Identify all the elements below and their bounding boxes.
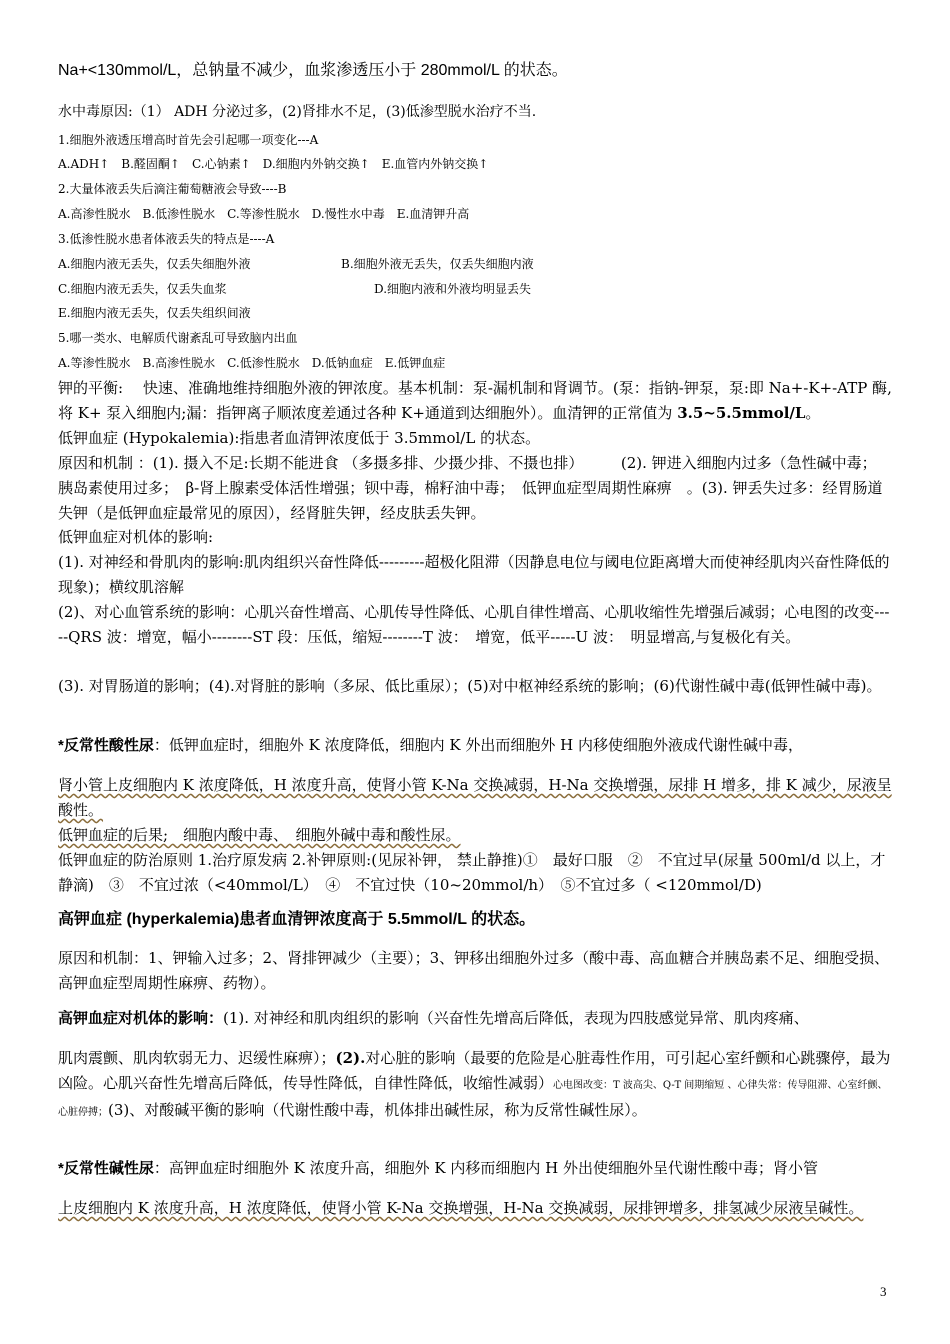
paradoxical-alkaline-urine <box>58 1156 892 1181</box>
q2-option-e: E.血清钾升高 <box>396 207 470 221</box>
quiz-q1: 1.细胞外液透压增高时首先会引起哪一项变化---A <box>58 133 319 147</box>
potassium-balance-text: 钾的平衡: 快速、准确地维持细胞外液的钾浓度。基本机制：泵-漏机制和肾调节。(泵：指钠-钾泵，泵:即 Na+-K+-ATP 酶,将 K+ 泵入细胞内;漏：指钾离子顺浓度差通过各种 K+通道到达细胞外）。血清钾的正常值为 <box>58 379 892 422</box>
hypokalemia-effect-1: (1). 对神经和骨肌肉的影响:肌肉组织兴奋性降低---------超极化阻滞（因静息电位与阈电位距离增大而使神经肌肉兴奋性降低的现象)；横纹肌溶解 <box>58 553 890 596</box>
q3-option-e: E.细胞内液无丢失，仅丢失组织间液 <box>58 306 251 320</box>
paradoxical-alkaline-line1: ：高钾血症时细胞外 K 浓度升高，细胞外 K 内移而细胞内 H 外出使细胞外呈代谢性酸中毒；肾小管 <box>153 1159 818 1177</box>
hypokalemia-causes: 原因和机制 ：(1). 摄入不足:长期不能进食 （多摄多排、少摄少排、不摄也排） (2). 钾进入细胞内过多（急性碱中毒； 胰岛素使用过多； β-肾上腺素受体活性增强；钡中毒，棉籽油中毒； 低钾血症型周期性麻痹 。(3). 钾丢失过多：经胃肠道失钾（是低钾血症最常见的原因），经肾脏失钾，经皮肤丢失钾。 <box>58 454 885 522</box>
q5-option-d: D.低钠血症 <box>311 356 373 370</box>
hypokalemia-effect-3: (3). 对胃肠道的影响；(4).对肾脏的影响（多尿、低比重尿）；(5)对中枢神经系统的影响；(6)代谢性碱中毒(低钾性碱中毒)。 <box>58 677 882 695</box>
q2-option-b: B.低渗性脱水 <box>142 207 216 221</box>
q3-option-d: D.细胞内液和外液均明显丢失 <box>374 282 532 296</box>
hypokalemia-definition: 低钾血症 (Hypokalemia):指患者血清钾浓度低于 3.5mmol/L 的状态。 <box>58 429 541 447</box>
quiz-q5-options <box>58 351 892 375</box>
q5-option-e: E.低钾血症 <box>384 356 446 370</box>
hyperkalemia-ecg-note: 心电图改变：T 波高尖、Q-T 间期缩短 、心律失常：传导阻滞、心室纤颤、心脏停搏； <box>58 1080 888 1118</box>
paradoxical-aciduria-line1: ：低钾血症时，细胞外 K 浓度降低，细胞内 K 外出而细胞外 H 内移使细胞外液成代谢性碱中毒， <box>153 736 803 754</box>
water-intoxication-cause: 水中毒原因:（1） ADH 分泌过多，(2)肾排水不足，(3)低渗型脱水治疗不当. <box>58 104 537 120</box>
hyperkalemia-definition: 高钾血症 (hyperkalemia)患者血清钾浓度高于 5.5mmol/L 的状态。 <box>58 911 536 928</box>
potassium-balance <box>58 376 892 426</box>
hyperkalemia-effect-1: (1). 对神经和肌肉组织的影响（兴奋性先增高后降低，表现为四肢感觉异常、肌肉疼痛、 <box>223 1009 809 1027</box>
hyperkalemia-effects-cont <box>58 1046 892 1125</box>
hypokalemia-consequence: 低钾血症的后果; 细胞内酸中毒、 细胞外碱中毒和酸性尿。 <box>58 826 461 844</box>
paradoxical-aciduria-title: *反常性酸性尿 <box>58 737 154 754</box>
quiz-q3-options-ab <box>58 252 892 276</box>
hyperkalemia-causes: 原因和机制：1、钾输入过多；2、肾排钾减少（主要）；3、钾移出细胞外过多（酸中毒、高血糖合并胰岛素不足、细胞受损、高钾血症型周期性麻痹、药物）。 <box>58 949 890 992</box>
hypokalemia-effects-title: 低钾血症对机体的影响: <box>58 528 214 546</box>
q3-option-b: B.细胞外液无丢失，仅丢失细胞内液 <box>341 257 534 271</box>
q1-option-c: C.心钠素↑ <box>192 157 251 171</box>
page-number: 3 <box>880 1284 887 1299</box>
paradoxical-aciduria <box>58 733 892 758</box>
hypokalemia-treatment: 低钾血症的防治原则 1.治疗原发病 2.补钾原则:(见尿补钾， 禁止静推)① 最好口服 ② 不宜过早(尿量 500ml/d 以上，才静滴) ③ 不宜过浓（<40mmol/L） ④ 不宜过快（10~20mmol/h） ⑤不宜过多（ <120mmol/D) <box>58 851 886 894</box>
paradoxical-aciduria-line2: 肾小管上皮细胞内 K 浓度降低，H 浓度升高，使肾小管 K-Na 交换减弱，H-Na 交换增强，尿排 H 增多，排 K 减少，尿液呈酸性。 <box>58 776 892 819</box>
q2-option-d: D.慢性水中毒 <box>311 207 385 221</box>
q1-option-a: A.ADH↑ <box>58 157 110 171</box>
q2-option-a: A.高渗性脱水 <box>58 207 131 221</box>
hyperkalemia-effect-2: 对心脏的影响（最要的危险是心脏毒性作用，可引起心室纤颤和心跳骤停，最为凶险。心肌兴奋性先增高后降低，传导性降低，自律性降低，收缩性减弱） <box>58 1049 891 1092</box>
hyperkalemia-effects-title: 高钾血症对机体的影响： <box>58 1010 224 1027</box>
paradoxical-alkaline-line2: 上皮细胞内 K 浓度升高，H 浓度降低，使肾小管 K-Na 交换增强，H-Na 交换减弱，尿排钾增多，排氢减少尿液呈碱性。 <box>58 1199 864 1217</box>
quiz-q3: 3.低渗性脱水患者体液丢失的特点是----A <box>58 232 275 246</box>
q1-option-d: D.细胞内外钠交换↑ <box>262 157 370 171</box>
q2-option-c: C.等渗性脱水 <box>227 207 300 221</box>
q3-option-c: C.细胞内液无丢失，仅丢失血浆 <box>58 282 227 296</box>
quiz-q3-options-cd <box>58 277 892 301</box>
q1-option-b: B.醛固酮↑ <box>121 157 180 171</box>
q5-option-c: C.低渗性脱水 <box>227 356 300 370</box>
top-line: Na+<130mmol/L，总钠量不减少，血浆渗透压小于 280mmol/L 的状态。 <box>58 62 568 79</box>
q3-option-a: A.细胞内液无丢失，仅丢失细胞外液 <box>58 257 251 271</box>
hyperkalemia-effect-1-cont: 肌肉震颤、肌肉软弱无力、迟缓性麻痹）； <box>58 1049 336 1067</box>
q1-option-e: E.血管内外钠交换↑ <box>381 157 489 171</box>
potassium-balance-tail: 。 <box>805 404 821 422</box>
paradoxical-alkaline-title: *反常性碱性尿 <box>58 1160 154 1177</box>
hyperkalemia-effects <box>58 1006 892 1031</box>
hyperkalemia-effect-3: (3)、对酸碱平衡的影响（代谢性酸中毒，机体排出碱性尿，称为反常性碱性尿）。 <box>108 1101 647 1119</box>
quiz-q5: 5.哪一类水、电解质代谢紊乱可导致脑内出血 <box>58 331 298 345</box>
hypokalemia-effect-2: (2)、对心血管系统的影响：心肌兴奋性增高、心肌传导性降低、心肌自律性增高、心肌收缩性先增强后减弱；心电图的改变-----QRS 波：增宽，幅小--------ST 段：压低，缩短--------T 波： 增宽，低平-----U 波： 明显增高,与复极化有关。 <box>58 603 890 646</box>
quiz-q2: 2.大量体液丢失后滴注葡萄糖液会导致----B <box>58 182 287 196</box>
hyperkalemia-effect-2-label: (2). <box>335 1049 366 1067</box>
q5-option-a: A.等渗性脱水 <box>58 356 131 370</box>
quiz-q1-options <box>58 152 892 176</box>
quiz-q2-options <box>58 202 892 226</box>
q5-option-b: B.高渗性脱水 <box>142 356 216 370</box>
potassium-normal-value: 3.5~5.5mmol/L <box>677 404 806 422</box>
